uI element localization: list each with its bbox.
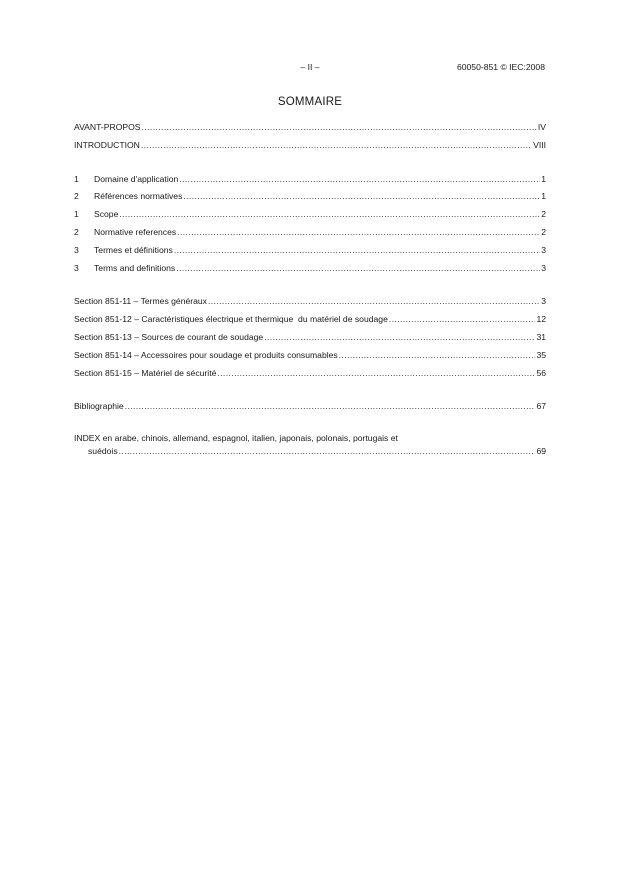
dot-leader [208,293,540,311]
page-title: SOMMAIRE [277,96,343,108]
toc-entry-index[interactable] [74,432,546,457]
toc-entry-references-normatives[interactable] [74,188,546,206]
toc-entry-page: 3 [541,262,546,273]
toc-entry-page: 31 [536,331,546,342]
toc-entry-section-851-11[interactable] [74,293,546,311]
dot-leader [119,206,540,224]
toc-entry-label: Normative references [94,226,177,237]
dot-leader [339,347,536,365]
toc-entry-label: Terms and definitions [94,262,176,273]
toc-entry-page: VIII [533,139,546,150]
toc-entry-label: Section 851-14 – Accessoires pour soudage et produits consumables [74,349,338,360]
toc-entry-number: 3 [74,262,79,273]
toc-entry-page: 2 [541,209,546,220]
dot-leader [119,445,536,458]
toc-entry-label: INDEX en arabe, chinois, allemand, espagnol, italien, japonais, polonais, portugais et [74,433,398,444]
toc-entry-page: 56 [536,367,546,378]
toc-entry-label: Section 851-15 – Matériel de sécurité [74,367,217,378]
page-number: – II – [300,62,320,72]
dot-leader [141,137,532,155]
dot-leader [264,329,535,347]
toc-entry-section-851-15[interactable] [74,365,546,383]
toc-entry-label: Termes et définitions [94,244,173,255]
table-of-contents [74,119,546,457]
toc-entry-label: Bibliographie [74,401,124,412]
dot-leader [174,242,540,260]
toc-entry-avant-propos[interactable] [74,119,546,137]
dot-leader [142,119,537,137]
toc-entry-introduction[interactable] [74,137,546,155]
toc-entry-label-continued: suédois [88,445,118,456]
toc-entry-number: 2 [74,226,79,237]
toc-entry-label: Section 851-12 – Caractéristiques électrique et thermique du matériel de soudage [74,314,388,325]
toc-entry-page: 2 [541,226,546,237]
toc-entry-number: 1 [74,209,79,220]
toc-entry-label: Scope [94,209,119,220]
toc-entry-label: Références normatives [94,191,183,202]
toc-entry-section-851-14[interactable] [74,347,546,365]
toc-entry-terms-definitions[interactable] [74,260,546,278]
toc-entry-number: 1 [74,173,79,184]
toc-entry-bibliographie[interactable] [74,398,546,416]
toc-entry-page: 3 [541,296,546,307]
toc-entry-page: 67 [536,401,546,412]
document-reference: 60050-851 © IEC:2008 [456,62,545,72]
dot-leader [217,365,535,383]
toc-entry-page: 1 [541,191,546,202]
toc-entry-label: Section 851-13 – Sources de courant de soudage [74,331,264,342]
dot-leader [177,224,540,242]
toc-entry-number: 3 [74,244,79,255]
toc-entry-page: 12 [536,314,546,325]
toc-entry-domaine[interactable] [74,171,546,189]
toc-entry-page: 69 [536,445,546,456]
toc-entry-page: 35 [536,349,546,360]
dot-leader [125,398,536,416]
toc-entry-page: 1 [541,173,546,184]
toc-entry-normative-references[interactable] [74,224,546,242]
dot-leader [179,171,540,189]
toc-entry-label: Domaine d'application [94,173,179,184]
toc-entry-number: 2 [74,191,79,202]
toc-entry-section-851-12[interactable] [74,311,546,329]
toc-entry-label: Section 851-11 – Termes généraux [74,296,207,307]
toc-entry-termes-definitions[interactable] [74,242,546,260]
toc-entry-label: AVANT-PROPOS [74,122,141,132]
dot-leader [176,260,540,278]
dot-leader [183,188,540,206]
dot-leader [389,311,536,329]
toc-entry-section-851-13[interactable] [74,329,546,347]
toc-entry-page: IV [537,122,546,132]
toc-entry-label: INTRODUCTION [74,139,140,150]
toc-entry-scope[interactable] [74,206,546,224]
toc-entry-page: 3 [541,244,546,255]
